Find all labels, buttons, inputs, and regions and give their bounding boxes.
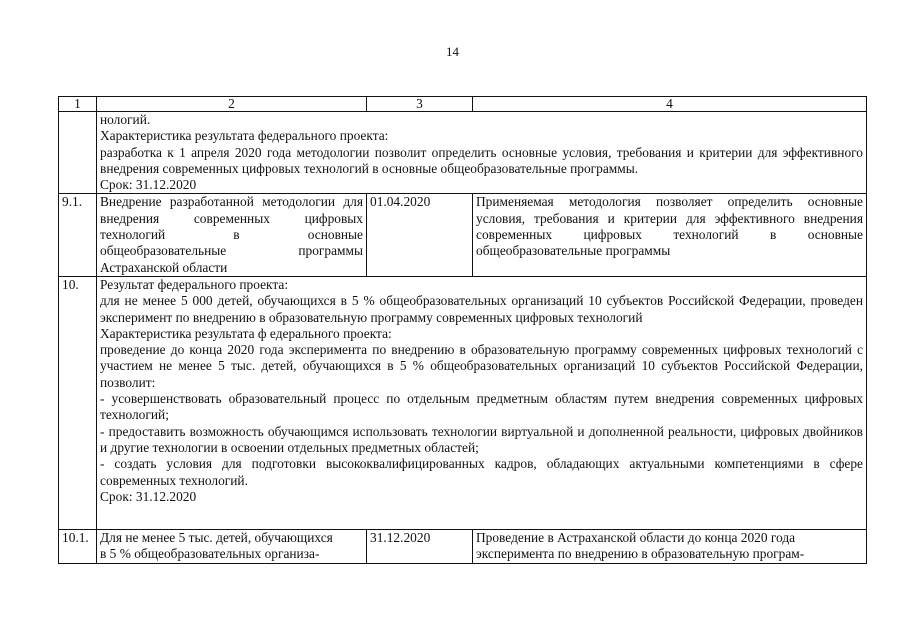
row-10-bullet-1: - усовершенствовать образовательный процесс по отдельным предметным областям путем внедрения современных цифровых технологий; [100,391,863,423]
row-10-bullet-3: - создать условия для подготовки высококвалифицированных кадров, обладающих актуальными компетенциями в сфере современных технологий. [100,456,863,488]
row-9-description [97,112,867,194]
page-number: 14 [446,44,459,59]
row-10-deadline: Срок: 31.12.2020 [100,488,197,504]
row-9-line-end: нологий. [100,112,151,127]
row-9-deadline: Срок: 31.12.2020 [100,177,197,193]
row-10-result-title: Результат федерального проекта: [100,276,289,292]
row-10-1-result-line-1: Проведение в Астраханской области до конца 2020 года [476,529,796,545]
row-10-1 [59,529,867,563]
row-9-number-cell [59,112,97,194]
row-9-1-result: Применяемая методология позволяет определить основные условия, требования и критерии для эффективного внедрения современных цифровых технологий в основные общеобразовательные программы [473,194,867,276]
row-10-1-name-line-1: Для не менее 5 тыс. детей, обучающихся [100,529,333,545]
column-header-4: 4 [473,97,867,112]
table-header-row [59,97,867,112]
row-10-description [97,276,867,529]
row-9-characteristic-title: Характеристика результата федерального проекта: [100,128,389,144]
row-10-1-number: 10.1. [59,529,97,563]
row-9-continuation [59,112,867,194]
row-9-1-number: 9.1. [59,194,97,276]
row-10-characteristic-title: Характеристика результата ф едерального проекта: [100,325,392,341]
row-10-characteristic-text: проведение до конца 2020 года эксперимента по внедрению в образовательную программу современных цифровых технологий с участием не менее 5 тыс. детей, обучающихся в 5 % общеобразовательных организаций 10 субъектов Российской Федерации, позволит: [100,342,863,390]
row-9-1-name: Внедрение разработанной методологии для внедрения современных цифровых технологий в основные общеобразовательные программы Астраханской области [97,194,367,276]
row-9-1 [59,194,867,276]
row-10-1-name [97,529,367,563]
row-10-1-result-line-2: эксперимента по внедрению в образовательную програм- [476,546,805,562]
row-10-1-date: 31.12.2020 [367,529,473,563]
row-10 [59,276,867,529]
row-9-characteristic-text: разработка к 1 апреля 2020 года методологии позволит определить основные условия, требования и критерии для эффективного внедрения современных цифровых технологий в основные общеобразовательные программы. [100,144,863,176]
column-header-2: 2 [97,97,367,112]
plan-table [58,96,867,564]
column-header-3: 3 [367,97,473,112]
row-10-number: 10. [59,276,97,529]
row-10-1-result [473,529,867,563]
column-header-1: 1 [59,97,97,112]
row-10-bullet-2: - предоставить возможность обучающимся использовать технологии виртуальной и дополненной реальности, цифровых двойников и другие технологии в освоении отдельных предметных областей; [100,423,863,455]
row-10-result-text: для не менее 5 000 детей, обучающихся в 5 % общеобразовательных организаций 10 субъектов Российской Федерации, проведен эксперимент по внедрению в образовательную программу современных цифровых технологий [100,293,863,325]
row-10-1-name-line-2: в 5 % общеобразовательных организа- [100,546,320,562]
row-9-1-date: 01.04.2020 [367,194,473,276]
